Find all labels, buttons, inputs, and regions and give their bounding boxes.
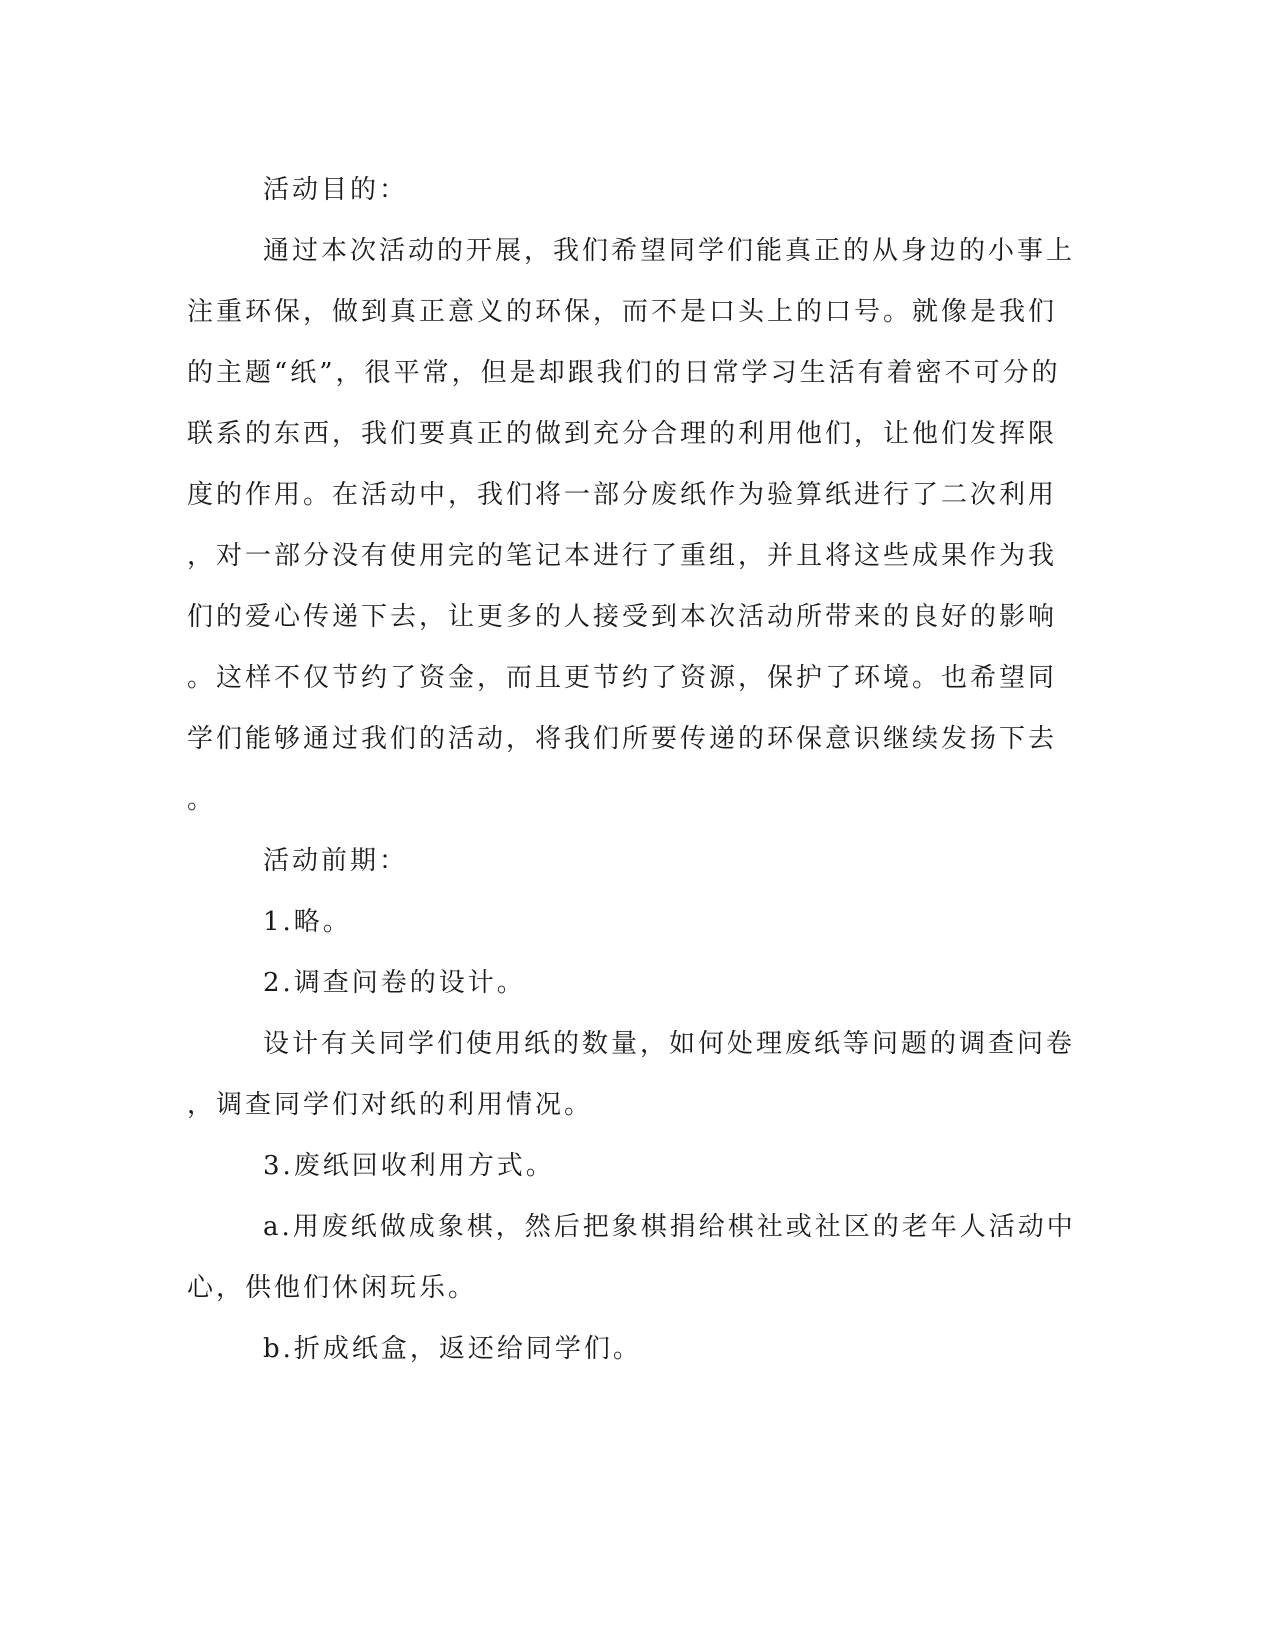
- paragraph-line: 的主题“纸”，很平常，但是却跟我们的日常学习生活有着密不可分的: [187, 358, 1061, 388]
- list-item-3: 3.废纸回收利用方式。: [263, 1151, 555, 1181]
- paragraph-line: ，调查同学们对纸的利用情况。: [187, 1090, 594, 1120]
- paragraph-line: 设计有关同学们使用纸的数量，如何处理废纸等问题的调查问卷: [263, 1029, 1076, 1059]
- paragraph-line: 。: [187, 785, 217, 815]
- sub-item-b: b.折成纸盒，返还给同学们。: [263, 1334, 642, 1364]
- paragraph-line: 通过本次活动的开展，我们希望同学们能真正的从身边的小事上: [263, 236, 1076, 266]
- paragraph-line: 心，供他们休闲玩乐。: [187, 1273, 478, 1303]
- document-body: [187, 160, 1076, 1380]
- sub-item-a: a.用废纸做成象棋，然后把象棋捐给棋社或社区的老年人活动中: [263, 1212, 1076, 1242]
- list-item-2: 2.调查问卷的设计。: [263, 968, 526, 998]
- paragraph-line: 度的作用。在活动中，我们将一部分废纸作为验算纸进行了二次利用: [187, 480, 1058, 510]
- paragraph-line: ，对一部分没有使用完的笔记本进行了重组，并且将这些成果作为我: [187, 541, 1058, 571]
- heading-purpose: 活动目的：: [263, 175, 409, 205]
- heading-preparation: 活动前期：: [263, 846, 409, 876]
- paragraph-line: 注重环保，做到真正意义的环保，而不是口头上的口号。就像是我们: [187, 297, 1058, 327]
- list-item-1: 1.略。: [263, 907, 352, 937]
- paragraph-line: 们的爱心传递下去，让更多的人接受到本次活动所带来的良好的影响: [187, 602, 1058, 632]
- paragraph-line: 。这样不仅节约了资金，而且更节约了资源，保护了环境。也希望同: [187, 663, 1058, 693]
- paragraph-line: 联系的东西，我们要真正的做到充分合理的利用他们，让他们发挥限: [187, 419, 1058, 449]
- paragraph-line: 学们能够通过我们的活动，将我们所要传递的环保意识继续发扬下去: [187, 724, 1058, 754]
